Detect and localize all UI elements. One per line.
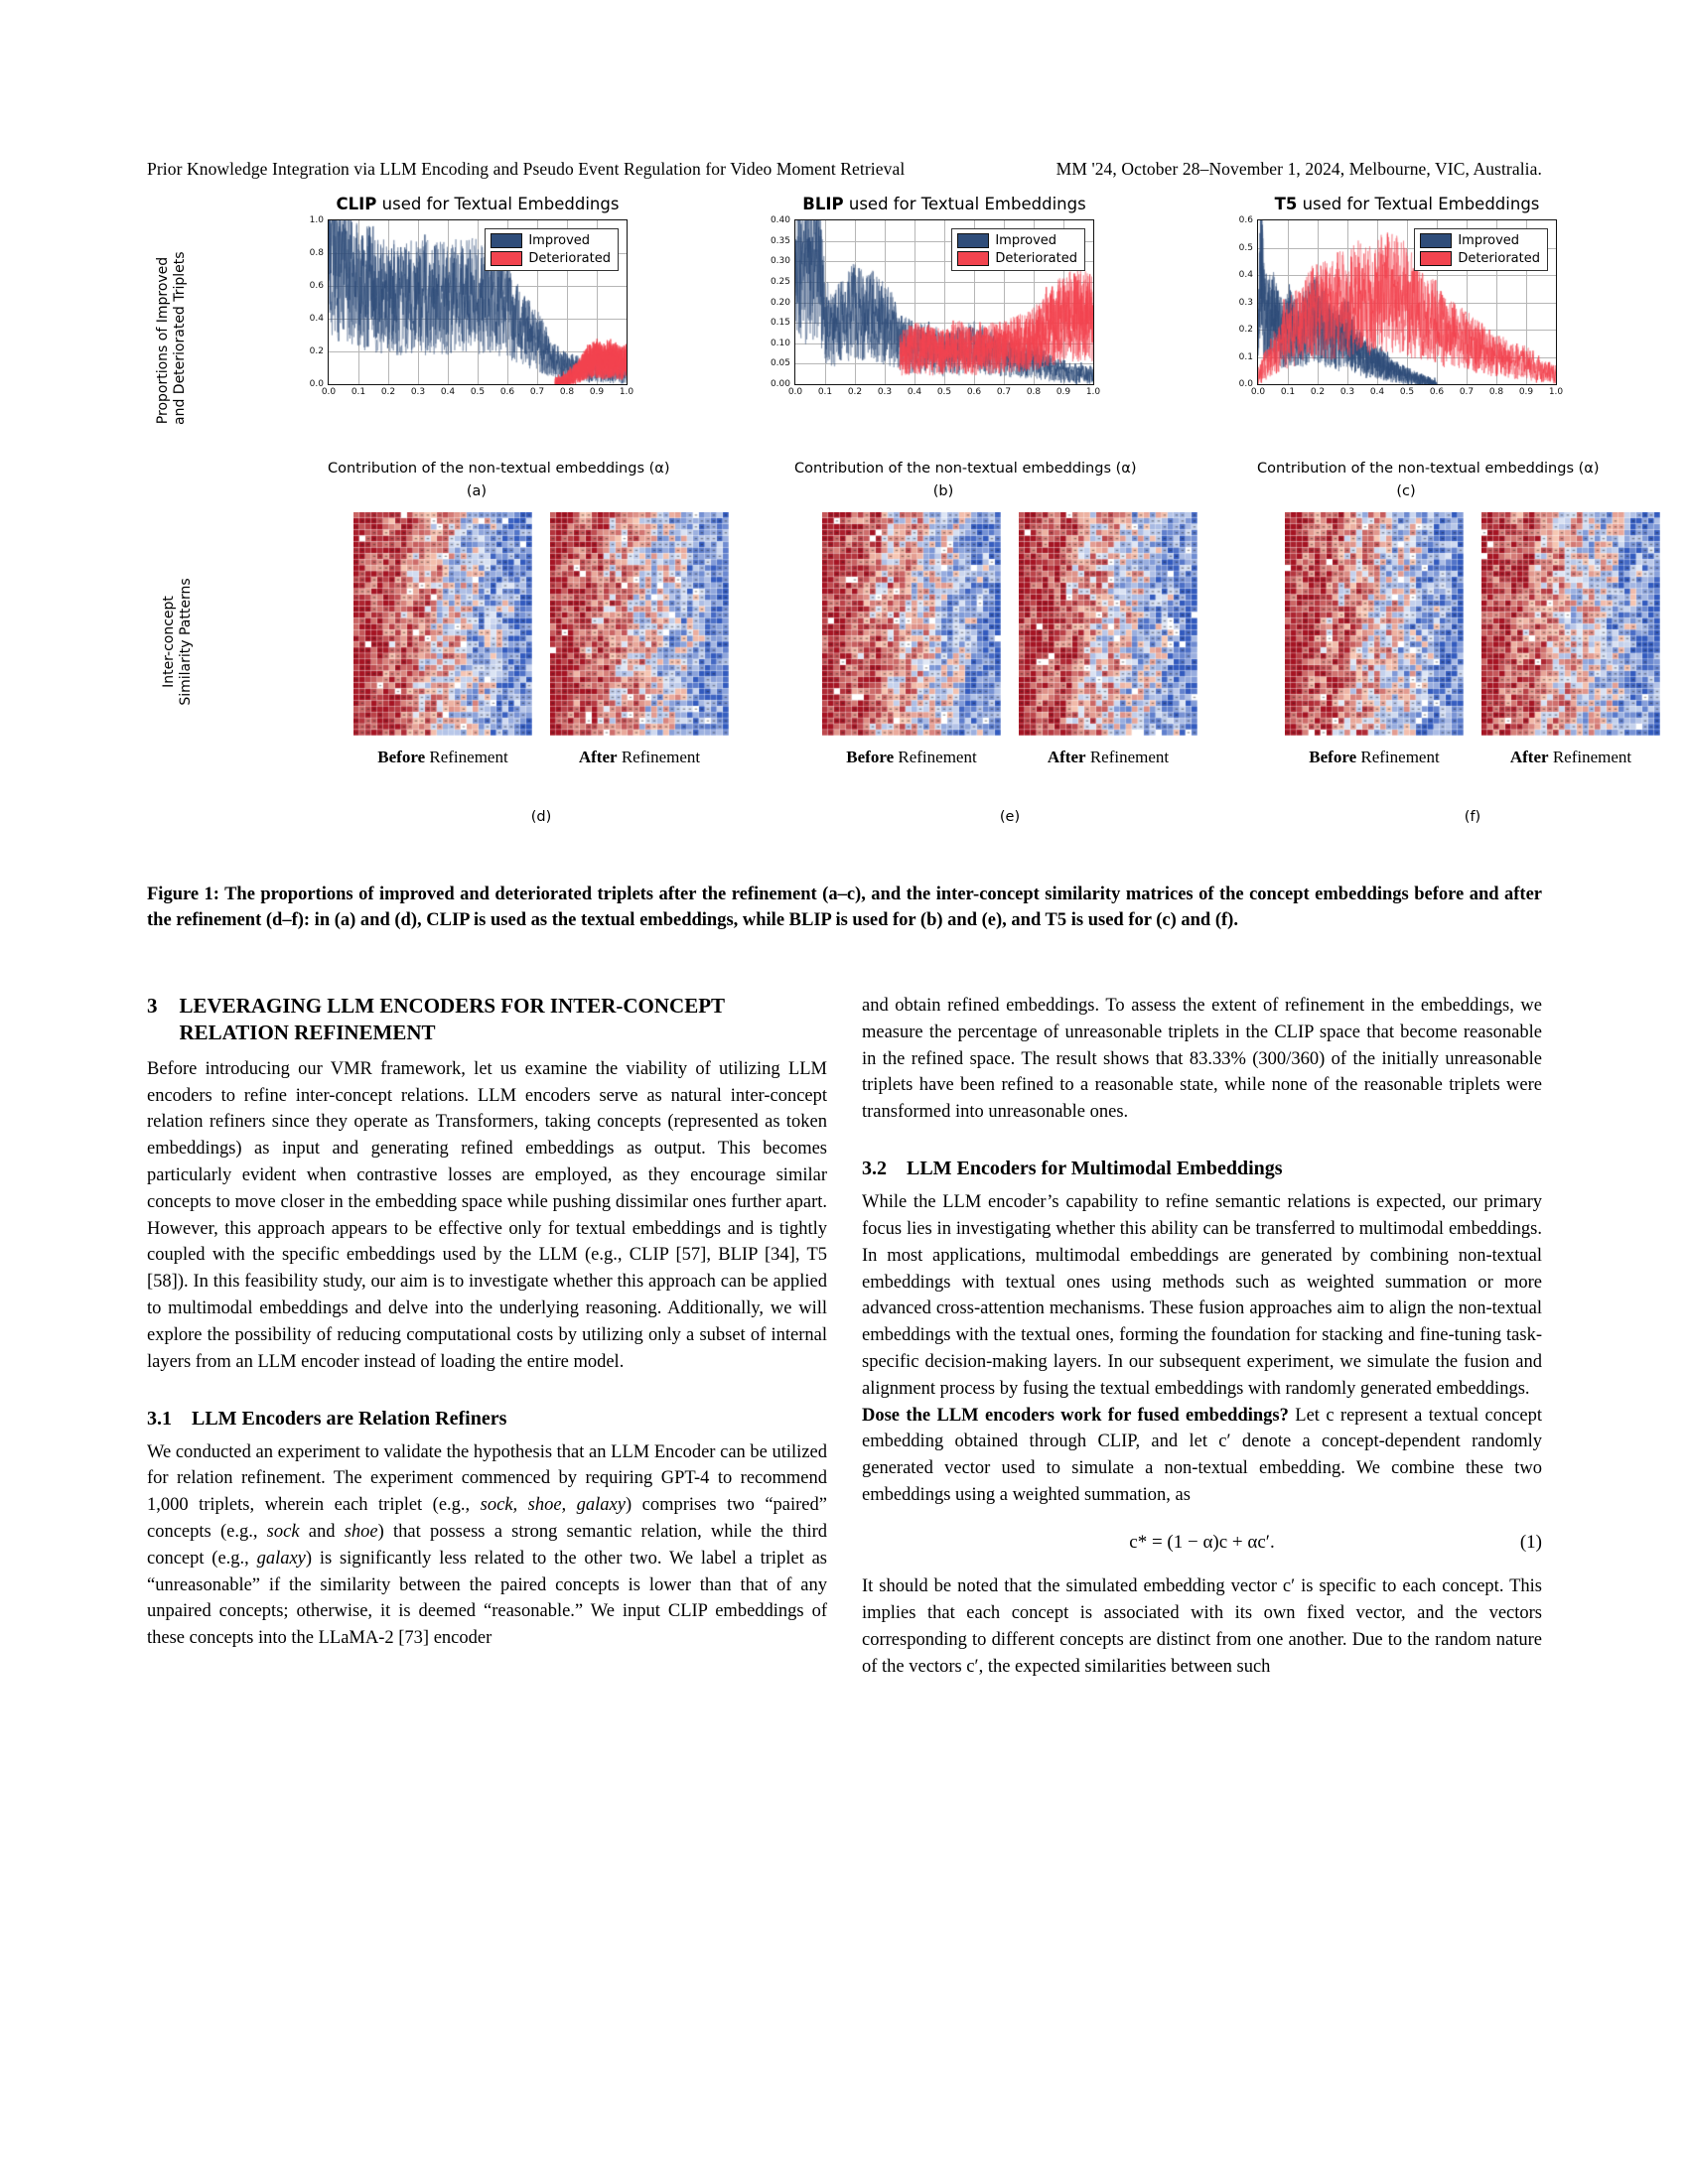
legend-entry-deteriorated: [491, 251, 611, 266]
x-tick-label: 1.0: [1548, 387, 1564, 397]
chart-title-c: T5 used for Textual Embeddings: [1274, 195, 1540, 213]
similarity-matrix-f-before: [1285, 512, 1464, 736]
heatmap-label: After Refinement: [1509, 748, 1632, 766]
legend-swatch-improved: [1420, 233, 1452, 248]
y-tick-label: 0.00: [770, 379, 790, 389]
equation-1: [862, 1529, 1542, 1557]
x-tick-label: 0.3: [410, 387, 426, 397]
right-paragraph-4: It should be noted that the simulated embedding vector c′ is specific to each concept. This implies that each concept is associated with its own fixed vector, and the vectors corresponding to different concepts are distinct from one another. Due to the random nature of the vectors c′, the expected similarities between such: [862, 1576, 1542, 1677]
legend-label-improved: Improved: [528, 233, 591, 248]
x-tick-label: 0.7: [1459, 387, 1475, 397]
y-tick-label: 0.6: [309, 281, 324, 291]
y-tick-label: 0.05: [770, 358, 790, 369]
legend-label-improved: Improved: [1458, 233, 1520, 248]
x-tick-label: 0.9: [1055, 387, 1071, 397]
heatmap-cell-e-before: [822, 512, 1001, 767]
heatmap-cell-d-before: [353, 512, 532, 767]
x-tick-label: 0.5: [470, 387, 486, 397]
chart-x-axis-label: Contribution of the non-textual embeddings (α): [1257, 461, 1600, 477]
chart-title-a: CLIP used for Textual Embeddings: [336, 195, 620, 213]
legend-entry-improved: [491, 233, 611, 248]
heatmap-label: Before Refinement: [846, 748, 977, 766]
y-tick-label: 0.4: [309, 314, 324, 324]
left-p2-seg-c: and: [299, 1521, 345, 1542]
y-tick-label: 0.1: [1238, 351, 1253, 362]
y-tick-label: 0.0: [309, 379, 324, 389]
x-tick-label: 0.5: [936, 387, 952, 397]
heatmap-label: After Refinement: [578, 748, 701, 766]
x-tick-label: 0.5: [1399, 387, 1415, 397]
legend-label-deteriorated: Deteriorated: [995, 251, 1077, 266]
subfigure-caption-f: (f): [1464, 809, 1481, 825]
left-p2-italic-1: sock, shoe, galaxy: [480, 1495, 626, 1516]
x-tick-label: 0.0: [787, 387, 803, 397]
similarity-matrix-e-after: [1019, 512, 1197, 736]
left-p2-seg-d: ) that possess a strong semantic relation, while the third concept (e.g.,: [147, 1521, 827, 1569]
left-paragraph-1: Before introducing our VMR framework, let us examine the viability of utilizing LLM encoders to refine inter-concept relations. LLM encoders serve as natural inter-concept relation refiners since they operate as Transformers, taking concepts (represented as token embeddings) as input and generating refined embeddings as output. This becomes particularly evident when contrastive losses are employed, as they encourage similar concepts to move closer in the embedding space while pushing dissimilar ones further apart. However, this approach appears to be effective only for textual embeddings and is tightly coupled with the specific embeddings used by the LLM (e.g., CLIP [57], BLIP [34], T5 [58]). In this feasibility study, our aim is to investigate whether this approach can be applied to multimodal embeddings and delve into the underlying reasoning. Additionally, we will explore the possibility of reducing computational costs by utilizing only a subset of internal layers from an LLM encoder instead of loading the entire model.: [147, 1058, 827, 1372]
y-tick-label: 0.35: [770, 235, 790, 246]
chart-legend-a: [485, 228, 619, 271]
x-tick-label: 0.2: [847, 387, 863, 397]
chart-panel-a: [309, 195, 634, 397]
subfigure-caption-d: (d): [530, 809, 552, 825]
legend-swatch-deteriorated: [1420, 251, 1452, 266]
legend-entry-deteriorated: [957, 251, 1077, 266]
chart-panel-c: [1238, 195, 1564, 397]
left-p2-seg-e: ) is significantly less related to the other two. We label a triplet as “unreasonable” if the similarity between the paired concepts is lower than that of any unpaired concepts; otherwise, it is deemed “reasonable.” We input CLIP embeddings of these concepts into the LLaMA-2 [73] encoder: [147, 1548, 827, 1649]
legend-label-improved: Improved: [995, 233, 1057, 248]
legend-swatch-improved: [491, 233, 522, 248]
similarity-matrix-d-before: [353, 512, 532, 736]
plot-area-b: [770, 215, 1101, 397]
legend-label-deteriorated: Deteriorated: [1458, 251, 1540, 266]
heatmap-cell-d-after: [550, 512, 729, 767]
y-tick-label: 0.5: [1238, 242, 1253, 253]
y-tick-label: 0.15: [770, 318, 790, 329]
section-heading-3: [147, 993, 827, 1046]
chart-x-axis-label: Contribution of the non-textual embeddings (α): [794, 461, 1137, 477]
x-tick-label: 0.2: [1310, 387, 1326, 397]
x-tick-label: 0.7: [996, 387, 1012, 397]
subsection-title: LLM Encoders are Relation Refiners: [192, 1407, 507, 1430]
body-column-right: [862, 993, 1542, 1681]
similarity-matrix-f-after: [1481, 512, 1660, 736]
x-tick-label: 1.0: [1085, 387, 1101, 397]
legend-swatch-improved: [957, 233, 989, 248]
heatmap-cell-e-after: [1019, 512, 1197, 767]
legend-swatch-deteriorated: [957, 251, 989, 266]
chart-legend-c: [1414, 228, 1548, 271]
figure-row-heatmaps: [147, 512, 1632, 825]
y-tick-label: 0.2: [309, 346, 324, 356]
x-tick-label: 0.8: [1026, 387, 1042, 397]
y-tick-label: 0.30: [770, 256, 790, 267]
subfigure-caption-e: (e): [999, 809, 1021, 825]
y-tick-label: 0.20: [770, 297, 790, 308]
x-tick-label: 0.4: [907, 387, 922, 397]
chart-xlabel-block-b: [794, 443, 1137, 499]
y-tick-label: 0.25: [770, 276, 790, 287]
x-tick-label: 0.4: [1369, 387, 1385, 397]
x-tick-label: 0.4: [440, 387, 456, 397]
x-tick-label: 0.2: [380, 387, 396, 397]
heatmap-y-axis-label: Inter-concept Similarity Patterns: [161, 578, 194, 706]
x-tick-label: 0.9: [1518, 387, 1534, 397]
body-column-left: [147, 993, 827, 1652]
left-p2-italic-2: sock: [266, 1521, 300, 1542]
equation-body: c* = (1 − α)c + αc′.: [1129, 1531, 1275, 1553]
heatmap-group-d: [353, 512, 729, 767]
legend-label-deteriorated: Deteriorated: [528, 251, 611, 266]
x-tick-label: 0.3: [1339, 387, 1355, 397]
x-tick-label: 0.1: [351, 387, 366, 397]
figure-1: [147, 195, 1632, 825]
subsection-number: 3.2: [862, 1158, 887, 1180]
heatmap-label: Before Refinement: [377, 748, 508, 766]
chart-x-axis-label: Contribution of the non-textual embeddings (α): [328, 461, 670, 477]
subfigure-caption-c: (c): [1396, 483, 1416, 499]
y-tick-label: 0.2: [1238, 325, 1253, 335]
chart-xlabel-block-c: [1257, 443, 1600, 499]
right-paragraph-1: and obtain refined embeddings. To assess the extent of refinement in the embeddings, we measure the percentage of unreasonable triplets in the CLIP space that become reasonable in the refined space. The result shows that 83.33% (300/360) of the initially unreasonable triplets have been refined to a reasonable state, while none of the reasonable triplets were transformed into unreasonable ones.: [862, 996, 1542, 1123]
left-p2-italic-4: galaxy: [256, 1548, 306, 1569]
x-tick-label: 0.6: [499, 387, 515, 397]
y-tick-label: 0.4: [1238, 270, 1253, 280]
heatmap-label: Before Refinement: [1309, 748, 1440, 766]
x-tick-label: 0.1: [1280, 387, 1296, 397]
legend-swatch-deteriorated: [491, 251, 522, 266]
subsection-number: 3.1: [147, 1407, 172, 1430]
subfigure-caption-a: (a): [466, 483, 488, 499]
bold-lead-in: Dose the LLM encoders work for fused embeddings?: [862, 1405, 1289, 1426]
running-header-left: Prior Knowledge Integration via LLM Encoding and Pseudo Event Regulation for Video Moment Retrieval: [147, 159, 906, 179]
x-tick-label: 0.1: [817, 387, 833, 397]
x-tick-label: 0.9: [589, 387, 605, 397]
running-header: [147, 159, 1542, 180]
y-tick-label: 0.40: [770, 215, 790, 225]
subsection-title: LLM Encoders for Multimodal Embeddings: [907, 1158, 1283, 1180]
chart-title-b: BLIP used for Textual Embeddings: [802, 195, 1086, 213]
heatmap-cell-f-before: [1285, 512, 1464, 767]
heatmap-group-f: [1285, 512, 1660, 767]
right-paragraph-3: [862, 1403, 1542, 1509]
equation-number: (1): [1519, 1531, 1542, 1553]
heatmap-label: After Refinement: [1047, 748, 1170, 766]
chart-axis-caption-row: [147, 443, 1600, 499]
plot-area-c: [1238, 215, 1564, 397]
x-tick-label: 0.0: [321, 387, 337, 397]
similarity-matrix-e-before: [822, 512, 1001, 736]
plot-area-a: [309, 215, 634, 397]
chart-legend-b: [951, 228, 1085, 271]
figure-caption: Figure 1: The proportions of improved and deteriorated triplets after the refinement (a–c), and the inter-concept similarity matrices of the concept embeddings before and after the refinement (d–f): in (a) and (d), CLIP is used as the textual embeddings, while BLIP is used for (b) and (e), and T5 is used for (c) and (f).: [147, 885, 1542, 931]
subsection-heading-3-2: [862, 1156, 1542, 1181]
x-tick-label: 0.8: [1488, 387, 1504, 397]
subsection-heading-3-1: [147, 1406, 827, 1432]
heatmap-cell-f-after: [1481, 512, 1660, 767]
y-tick-label: 0.0: [1238, 379, 1253, 389]
x-tick-label: 1.0: [619, 387, 634, 397]
similarity-matrix-d-after: [550, 512, 729, 736]
y-tick-label: 1.0: [309, 215, 324, 225]
chart-xlabel-block-a: [328, 443, 670, 499]
running-header-right: MM '24, October 28–November 1, 2024, Melbourne, VIC, Australia.: [1055, 159, 1542, 179]
right-p3-rest: Let c represent a textual concept embedding obtained through CLIP, and let c′ denote a concept-dependent randomly generated vector used to simulate a non-textual embedding. We combine these two embeddings using a weighted summation, as: [862, 1405, 1543, 1505]
heatmap-group-e: [822, 512, 1197, 767]
legend-entry-deteriorated: [1420, 251, 1540, 266]
right-paragraph-2: While the LLM encoder’s capability to refine semantic relations is expected, our primary focus lies in investigating whether this ability can be transferred to multimodal embeddings. In most applications, multimodal embeddings are generated by combining non-textual embeddings with textual ones using methods such as weighted summation or more advanced cross-attention mechanisms. These fusion approaches aim to align the non-textual embeddings with the textual ones, forming the foundation for stacking and fine-tuning task-specific decision-making layers. In our subsequent experiment, we simulate the fusion and alignment process by fusing the textual embeddings with randomly generated embeddings.: [862, 1192, 1542, 1399]
x-tick-label: 0.3: [877, 387, 893, 397]
legend-entry-improved: [957, 233, 1077, 248]
x-tick-label: 0.6: [1429, 387, 1445, 397]
chart-y-axis-label: Proportions of Improved and Deteriorated Triplets: [155, 251, 188, 425]
figure-row-charts: [147, 195, 1564, 443]
x-tick-label: 0.6: [966, 387, 982, 397]
left-p2-seg-a: We conducted an experiment to validate the hypothesis that an LLM Encoder can be utilized for relation refinement. The experiment commenced by requiring GPT-4 to recommend 1,000 triplets, wherein each triplet (e.g.,: [147, 1441, 827, 1516]
section-number: 3: [147, 994, 158, 1018]
left-p2-seg-b: ) comprises two “paired” concepts (e.g.,: [147, 1495, 827, 1542]
chart-panel-b: [770, 195, 1101, 397]
x-tick-label: 0.0: [1250, 387, 1266, 397]
section-title: LEVERAGING LLM ENCODERS FOR INTER-CONCEPT RELATION REFINEMENT: [179, 994, 725, 1044]
x-tick-label: 0.8: [559, 387, 575, 397]
y-tick-label: 0.3: [1238, 297, 1253, 308]
legend-entry-improved: [1420, 233, 1540, 248]
subfigure-caption-b: (b): [932, 483, 954, 499]
y-tick-label: 0.6: [1238, 215, 1253, 225]
y-tick-label: 0.8: [309, 248, 324, 258]
left-paragraph-2: [147, 1439, 827, 1653]
y-tick-label: 0.10: [770, 338, 790, 348]
x-tick-label: 0.7: [529, 387, 545, 397]
left-p2-italic-3: shoe: [344, 1521, 378, 1542]
